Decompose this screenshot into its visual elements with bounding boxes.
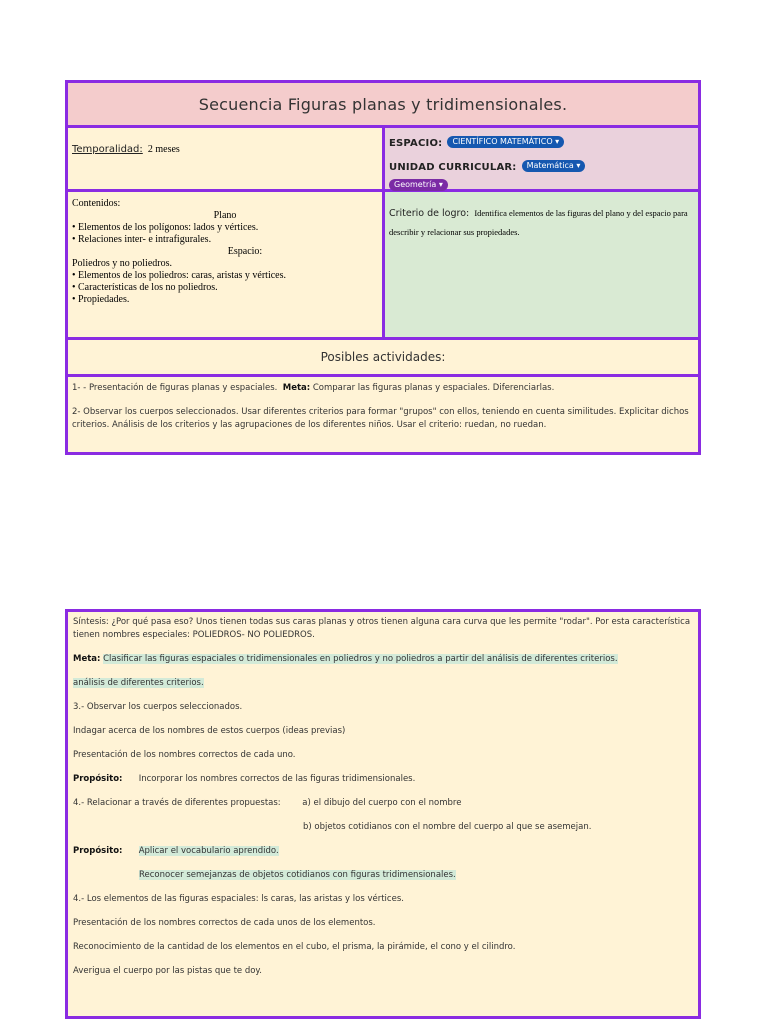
activities-continued — [65, 609, 701, 1019]
meta-label: Meta: — [282, 383, 311, 393]
espacio-cell — [385, 128, 698, 189]
contenido-item: • Elementos de los polígonos: lados y vértices. — [72, 222, 259, 233]
espacio-chip[interactable]: CIENTÍFICO MATEMÁTICO ▾ — [447, 136, 564, 148]
temporalidad-value: 2 meses — [147, 144, 180, 155]
contenidos-title: Contenidos: — [72, 198, 121, 209]
proposito-1 — [73, 773, 692, 786]
title-row — [68, 83, 698, 128]
contenidos-cell — [68, 192, 385, 337]
plano-heading: Plano — [213, 210, 237, 221]
actividad-4b: 4.- Los elementos de las figuras espaciales: ls caras, las aristas y los vértices. — [73, 894, 404, 904]
averigua: Averigua el cuerpo por las pistas que te doy. — [73, 966, 262, 976]
geometria-chip[interactable]: Geometría ▾ — [389, 179, 448, 191]
indagar: Indagar acerca de los nombres de estos cuerpos (ideas previas) — [73, 726, 346, 736]
contenido-item: • Características de los no poliedros. — [72, 282, 218, 293]
actividad-4-b: b) objetos cotidianos con el nombre del cuerpo al que se asemejan. — [303, 822, 592, 832]
actividad-2: 2- Observar los cuerpos seleccionados. Usar diferentes criterios para formar "grupos" con ellos, teniendo en cuenta similitudes. Explicitar dichos criterios. Análisis de los criterios y las agrupaciones de los diferentes niños. Usar el criterio: ruedan, no ruedan. — [72, 407, 689, 430]
temporalidad-cell — [68, 128, 385, 189]
meta-row — [68, 128, 698, 192]
espacio-heading: Espacio: — [227, 246, 263, 257]
criterio-cell — [385, 192, 698, 337]
criterio-text: Identifica elementos de las figuras del plano y del espacio para describir y relacionar sus propiedades. — [389, 208, 688, 237]
actividad-4 — [73, 797, 692, 810]
contenido-item: • Elementos de los poliedros: caras, aristas y vértices. — [72, 270, 286, 281]
proposito-2-text: Aplicar el vocabulario aprendido. — [138, 846, 279, 856]
planning-table — [65, 80, 701, 455]
actividades-heading-row — [68, 340, 698, 377]
meta-line — [73, 653, 692, 666]
sintesis: Síntesis: ¿Por qué pasa eso? Unos tienen todas sus caras planas y otros tienen alguna cara curva que les permite "rodar". Por esta característica tienen nombres especiales: POLIEDROS- NO POLIEDROS. — [73, 617, 691, 640]
presentacion-1: Presentación de los nombres correctos de cada uno. — [73, 750, 296, 760]
meta-text: Clasificar las figuras espaciales o tridimensionales en poliedros y no poliedros a partir del análisis de diferentes criterios. — [103, 654, 618, 664]
meta-repeat — [73, 677, 692, 690]
actividades-row — [68, 377, 698, 452]
meta-text: Comparar las figuras planas y espaciales. Diferenciarlas. — [312, 383, 555, 393]
actividad-4-text: 4.- Relacionar a través de diferentes propuestas: — [73, 798, 281, 808]
reconocimiento: Reconocimiento de la cantidad de los elementos en el cubo, el prisma, la pirámide, el cono y el cilindro. — [73, 942, 516, 952]
actividad-1 — [72, 382, 694, 395]
actividad-4-a: a) el dibujo del cuerpo con el nombre — [302, 798, 462, 808]
actividad-1-text: 1- - Presentación de figuras planas y espaciales. — [72, 383, 278, 393]
temporalidad-label: Temporalidad: — [72, 144, 143, 155]
meta-label: Meta: — [73, 654, 101, 664]
poliedros-line: Poliedros y no poliedros. — [72, 258, 172, 269]
unidad-chip[interactable]: Matemática ▾ — [522, 160, 586, 172]
unidad-label: UNIDAD CURRICULAR: — [389, 162, 517, 173]
criterio-label: Criterio de logro: — [389, 208, 470, 219]
presentacion-2: Presentación de los nombres correctos de cada unos de los elementos. — [73, 918, 376, 928]
proposito-1-text: Incorporar los nombres correctos de las figuras tridimensionales. — [138, 774, 416, 784]
proposito-label: Propósito: — [73, 774, 123, 784]
proposito-3-text: Reconocer semejanzas de objetos cotidianos con figuras tridimensionales. — [139, 870, 456, 880]
content-row — [68, 192, 698, 340]
page-title: Secuencia Figuras planas y tridimensionales. — [198, 94, 568, 114]
proposito-label: Propósito: — [73, 846, 123, 856]
actividades-heading: Posibles actividades: — [320, 350, 446, 364]
actividad-3: 3.- Observar los cuerpos seleccionados. — [73, 702, 243, 712]
espacio-label: ESPACIO: — [389, 138, 443, 149]
contenido-item: • Propiedades. — [72, 294, 130, 305]
meta-repeat-text: análisis de diferentes criterios. — [73, 678, 204, 688]
proposito-3 — [73, 869, 692, 882]
contenido-item: • Relaciones inter- e intrafigurales. — [72, 234, 212, 245]
proposito-2 — [73, 845, 692, 858]
